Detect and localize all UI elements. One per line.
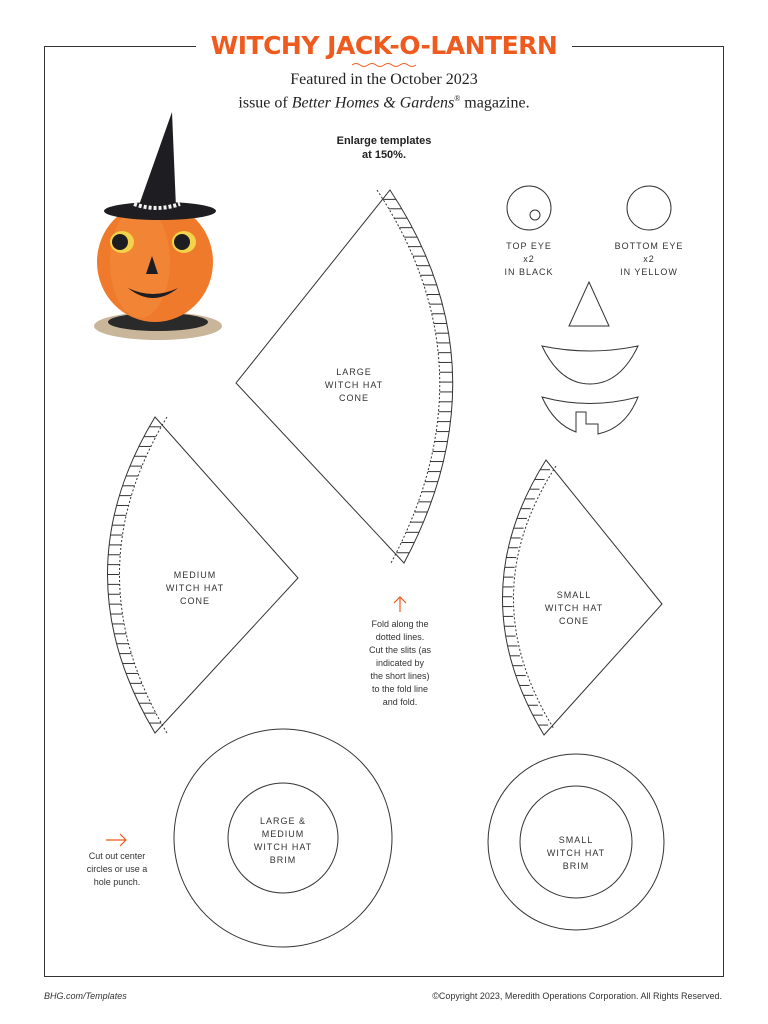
small-cone-label-line: CONE [558,616,589,626]
medium-cone-label [155,569,235,608]
subtitle-prefix: issue of [238,94,292,112]
top-eye-pupil [530,210,540,220]
pumpkin-eye-left-inner [112,234,128,250]
bottom-eye-label [604,240,694,279]
pumpkin-eye-right-inner [174,234,190,250]
large-brim-label-line: MEDIUM [261,829,305,839]
fold-note-line: indicated by [375,658,425,668]
mouth-shape-toothed [542,397,638,434]
large-brim-label-line: LARGE & [259,816,306,826]
subtitle-line-1: Featured in the October 2023 [290,71,478,88]
large-cone-label-line: WITCH HAT [324,380,384,390]
large-cone-label [314,366,394,405]
bottom-eye-label-line: BOTTOM EYE [614,241,684,251]
footer-url[interactable]: BHG.com/Templates [44,991,127,1001]
cut-instruction [71,850,163,889]
pumpkin-photo [94,112,222,340]
fold-arrow-icon [394,597,406,612]
large-cone-label-line: CONE [338,393,369,403]
fold-instruction [355,618,445,709]
nose-shape [569,282,609,326]
small-cone-label-line: WITCH HAT [544,603,604,613]
top-eye-shape [507,186,551,230]
top-eye-label-line: IN BLACK [504,267,554,277]
footer-copyright: ©Copyright 2023, Meredith Operations Corporation. All Rights Reserved. [432,991,722,1001]
large-cone-label-line: LARGE [336,367,372,377]
top-eye-count: x2 [523,254,535,264]
cut-note-line: hole punch. [93,877,141,887]
bottom-eye-count: x2 [643,254,655,264]
cut-note-line: Cut out center [88,851,146,861]
small-cone-label [534,589,614,628]
enlarge-line-2: at 150%. [361,149,407,161]
subtitle-suffix: magazine. [460,94,530,112]
fold-note-line: to the fold line [371,684,429,694]
small-brim-label-line: WITCH HAT [546,848,606,858]
large-brim-label [243,815,323,867]
small-brim-label-line: SMALL [558,835,594,845]
top-eye-label-line: TOP EYE [506,241,552,251]
small-brim-label [536,834,616,873]
medium-cone-label-line: CONE [179,596,210,606]
fold-note-line: and fold. [382,697,418,707]
medium-cone-label-line: MEDIUM [173,570,217,580]
pumpkin-highlight [110,206,170,318]
small-brim-label-line: BRIM [562,861,590,871]
page-title: WITCHY JACK-O-LANTERN [210,31,558,60]
enlarge-line-1: Enlarge templates [336,135,432,147]
trademark-symbol: ® [454,94,461,103]
cut-arrow-icon [106,834,126,846]
witch-hat-cone [138,112,176,208]
magazine-name: Better Homes & Gardens [291,94,455,112]
fold-note-line: Fold along the [371,619,429,629]
fold-note-line: Cut the slits (as [368,645,432,655]
large-brim-label-line: BRIM [269,855,297,865]
large-brim-label-line: WITCH HAT [253,842,313,852]
medium-cone-label-line: WITCH HAT [165,583,225,593]
bottom-eye-label-line: IN YELLOW [620,267,678,277]
cut-note-line: circles or use a [86,864,148,874]
small-cone-label-line: SMALL [556,590,592,600]
fold-note-line: dotted lines. [375,632,425,642]
mouth-shape-smile [542,346,638,384]
top-eye-label [489,240,569,279]
bottom-eye-shape [627,186,671,230]
fold-note-line: the short lines) [370,671,430,681]
